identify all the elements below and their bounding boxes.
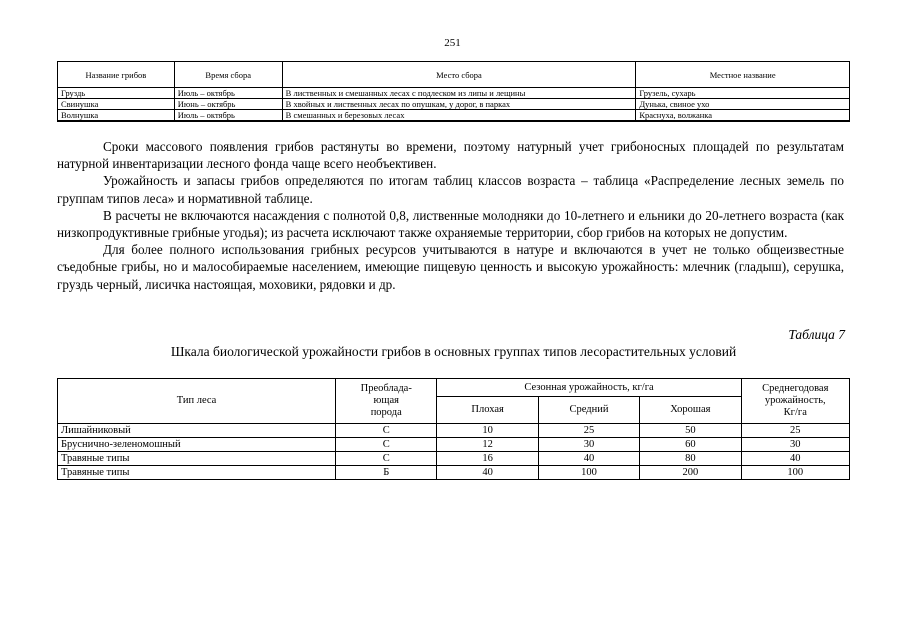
cell-good-yield: 60	[640, 438, 741, 452]
paragraph: В расчеты не включаются насаждения с полнотой 0,8, лиственные молодняки до 10-летнего и ельники до 20-летнего возраста (как низкопродуктивные грибные угодья); из расчета исключают также охраняемые территории, сбор грибов на которых не допустим.	[57, 207, 844, 241]
cell-poor-yield: 16	[437, 452, 538, 466]
cell-medium-yield: 40	[538, 452, 639, 466]
cell-collection-time: Июнь – октябрь	[174, 99, 282, 110]
header-average-yield: Среднегодовая урожайность, Кг/га	[741, 379, 849, 424]
cell-medium-yield: 100	[538, 466, 639, 480]
table-row	[58, 438, 850, 452]
cell-medium-yield: 25	[538, 424, 639, 438]
header-medium: Средний	[538, 397, 639, 424]
cell-average-yield: 100	[741, 466, 849, 480]
table-row	[58, 110, 850, 122]
cell-local-name: Грузель, сухарь	[636, 88, 850, 99]
cell-medium-yield: 30	[538, 438, 639, 452]
header-collection-time: Время сбора	[174, 62, 282, 88]
cell-collection-time: Июль – октябрь	[174, 88, 282, 99]
cell-average-yield: 25	[741, 424, 849, 438]
header-collection-place: Место сбора	[282, 62, 636, 88]
cell-dominant-species: С	[336, 424, 437, 438]
table-row	[58, 452, 850, 466]
cell-average-yield: 30	[741, 438, 849, 452]
body-text	[57, 138, 844, 293]
page-number: 251	[444, 37, 461, 49]
header-local-name: Местное название	[636, 62, 850, 88]
cell-local-name: Краснуха, волжанка	[636, 110, 850, 122]
cell-average-yield: 40	[741, 452, 849, 466]
header-good: Хорошая	[640, 397, 741, 424]
cell-dominant-species: Б	[336, 466, 437, 480]
cell-good-yield: 50	[640, 424, 741, 438]
cell-collection-place: В хвойных и лиственных лесах по опушкам, у дорог, в парках	[282, 99, 636, 110]
cell-forest-type: Травяные типы	[58, 466, 336, 480]
cell-forest-type: Бруснично-зеленомошный	[58, 438, 336, 452]
cell-mushroom-name: Груздь	[58, 88, 175, 99]
yield-table-header-row	[58, 379, 850, 397]
cell-mushroom-name: Свинушка	[58, 99, 175, 110]
paragraph: Для более полного использования грибных ресурсов учитываются в натуре и включаются в учет не только общеизвестные съедобные грибы, но и малособираемые населением, имеющие пищевую ценность и высокую урожайность: млечник (гладыш), серушка, груздь черный, лисичка настоящая, моховики, рядовки и др.	[57, 242, 844, 292]
cell-collection-time: Июль – октябрь	[174, 110, 282, 122]
cell-collection-place: В лиственных и смешанных лесах с подлеском из липы и лещины	[282, 88, 636, 99]
cell-good-yield: 80	[640, 452, 741, 466]
cell-collection-place: В смешанных и березовых лесах	[282, 110, 636, 122]
header-mushroom-name: Название грибов	[58, 62, 175, 88]
cell-dominant-species: С	[336, 452, 437, 466]
cell-local-name: Дунька, свиное ухо	[636, 99, 850, 110]
table-row	[58, 466, 850, 480]
table-label: Таблица 7	[788, 327, 845, 342]
cell-forest-type: Травяные типы	[58, 452, 336, 466]
header-dominant-species: Преоблада- ющая порода	[336, 379, 437, 424]
paragraph: Урожайность и запасы грибов определяются по итогам таблиц классов возраста – таблица «Распределение лесных земель по группам типов леса» и нормативной таблице.	[57, 173, 844, 206]
cell-poor-yield: 12	[437, 438, 538, 452]
cell-forest-type: Лишайниковый	[58, 424, 336, 438]
table-row	[58, 424, 850, 438]
paragraph: Сроки массового появления грибов растянуты во времени, поэтому натурный учет грибоносных площадей по результатам натурной инвентаризации лесного фонда чаще всего необъективен.	[57, 139, 844, 172]
header-seasonal-yield: Сезонная урожайность, кг/га	[437, 379, 741, 397]
yield-table	[57, 378, 850, 480]
table-title: Шкала биологической урожайности грибов в основных группах типов лесорастительных условий	[170, 344, 737, 359]
cell-good-yield: 200	[640, 466, 741, 480]
cell-dominant-species: С	[336, 438, 437, 452]
table-row	[58, 88, 850, 99]
header-poor: Плохая	[437, 397, 538, 424]
cell-poor-yield: 40	[437, 466, 538, 480]
header-forest-type: Тип леса	[58, 379, 336, 424]
cell-poor-yield: 10	[437, 424, 538, 438]
cell-mushroom-name: Волнушка	[58, 110, 175, 122]
table-row	[58, 99, 850, 110]
mushroom-table-header-row	[58, 62, 850, 88]
mushroom-table	[57, 61, 850, 122]
